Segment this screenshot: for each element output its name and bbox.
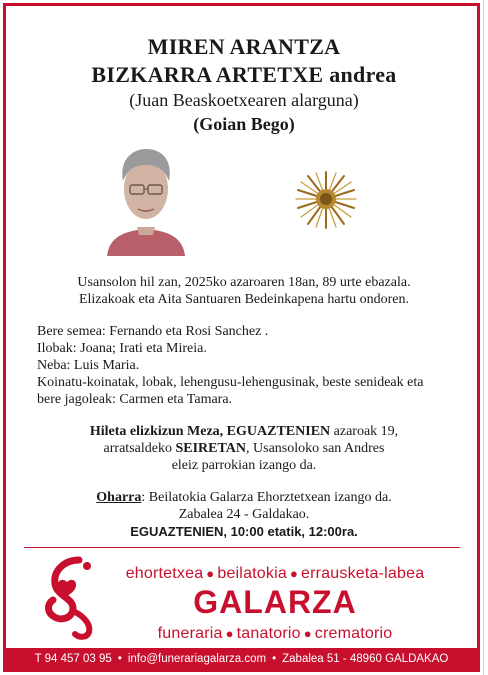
family-line-caregivers: bere jagoleak: Carmen eta Tamara. (37, 392, 233, 407)
funeral-mass-day: Hileta elizkizun Meza, EGUAZTENIEN (89, 424, 331, 439)
family-line-son: Bere semea: Fernando eta Rosi Sanchez . (37, 324, 269, 339)
death-notice-line1: Usansolon hil zan, 2025ko azaroaren 18an, 89 urte ebazala. (77, 275, 411, 290)
deceased-name-line2: BIZKARRA ARTETXE andrea (91, 62, 397, 87)
note-label: Oharra (96, 490, 142, 505)
family-line-relatives: Koinatu-koinatak, lobak, lehengusu-lehengusinak, beste senideak eta (37, 375, 424, 390)
service-funeraria: funeraria (157, 625, 223, 642)
family-line-grandchildren: Ilobak: Joana; Irati eta Mireia. (37, 341, 207, 356)
service-beilatokia: beilatokia (217, 565, 287, 582)
funeral-place: , Usansoloko san Andres (246, 441, 385, 456)
galarza-logo-icon (39, 556, 103, 640)
bullet-icon: ● (303, 626, 312, 641)
widow-line: (Juan Beaskoetxearen alarguna) (129, 90, 359, 110)
service-errausketa: errausketa-labea (301, 565, 425, 582)
footer-phone: T 94 457 03 95 (34, 652, 112, 665)
thistle-flower-icon (294, 168, 358, 230)
funeral-line3: eleiz parrokian izango da. (171, 458, 317, 473)
bullet-icon: • (117, 652, 122, 665)
bullet-icon: ● (225, 626, 234, 641)
contact-footer (6, 648, 477, 669)
funeral-line2 (0, 440, 488, 457)
note-line1 (0, 489, 488, 506)
service-crematorio: crematorio (314, 625, 393, 642)
footer-email[interactable]: info@funerariagalarza.com (127, 652, 267, 665)
footer-address: Zabalea 51 - 48960 GALDAKAO (282, 652, 449, 665)
note-hours: EGUAZTENIEN, 10:00 etatik, 12:00ra. (130, 524, 358, 539)
funeral-time: SEIRETAN (175, 441, 247, 456)
services-top-row (110, 565, 440, 583)
death-notice-line2: Elizakoak eta Aita Santuaren Bedeinkapena hartu ondoren. (78, 292, 410, 307)
bullet-icon: • (272, 652, 277, 665)
portrait-photo (103, 143, 189, 256)
deceased-name-line1: MIREN ARANTZA (147, 34, 341, 59)
service-tanatorio: tanatorio (236, 625, 301, 642)
funeral-line1 (0, 423, 488, 440)
note-text: : Beilatokia Galarza Ehorztetxean izango da. (141, 490, 392, 505)
funeral-date: azaroak 19, (330, 424, 399, 439)
separator-line (24, 547, 460, 548)
funeral-time-prefix: arratsaldeko (103, 441, 176, 456)
brand-name: GALARZA (193, 584, 357, 620)
note-address: Zabalea 24 - Galdakao. (178, 507, 310, 522)
services-bottom-row (110, 625, 440, 643)
family-line-brother: Neba: Luis Maria. (37, 358, 140, 373)
service-ehortetxea: ehortetxea (125, 565, 204, 582)
rip-line: (Goian Bego) (193, 114, 295, 134)
bullet-icon: ● (289, 566, 299, 581)
bullet-icon: ● (206, 566, 215, 581)
